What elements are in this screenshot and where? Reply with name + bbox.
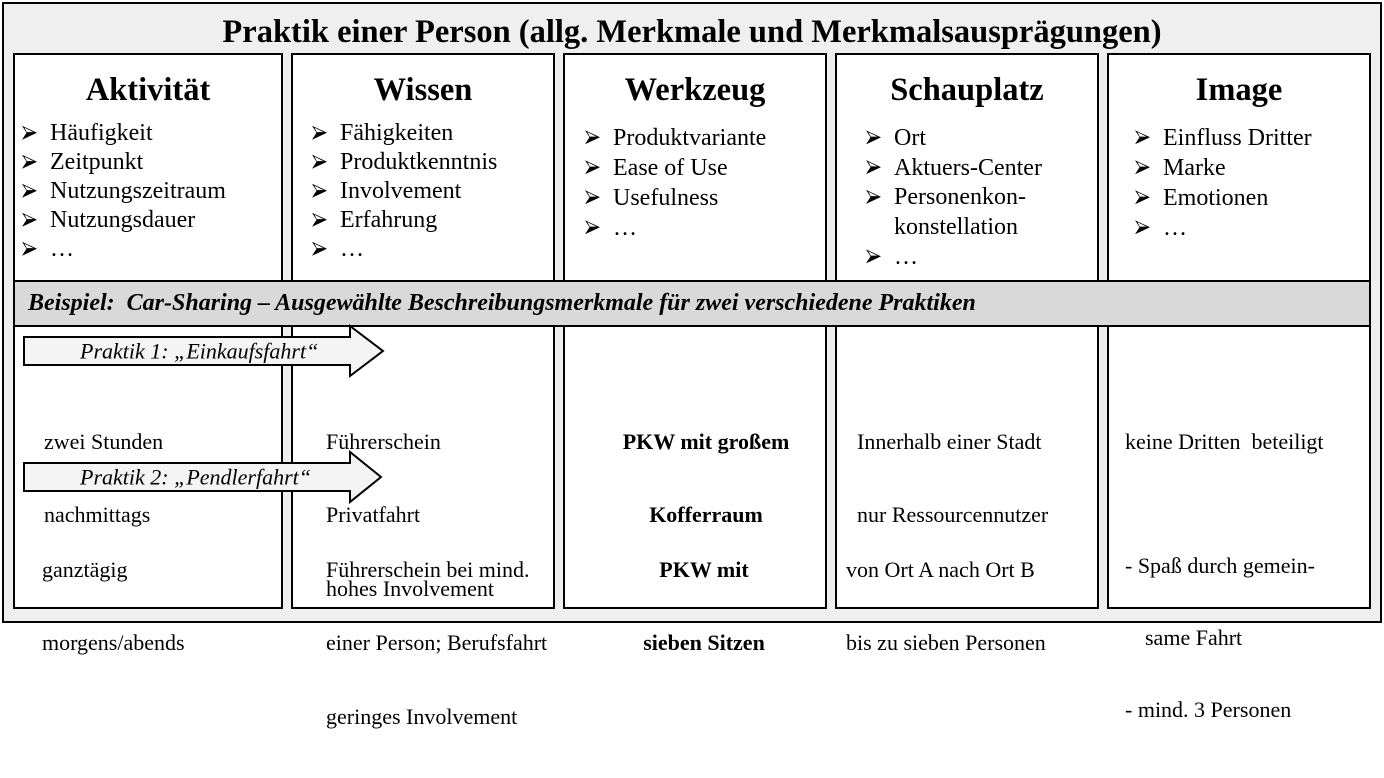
column-heading: Aktivität [85, 72, 211, 108]
list-item-label: Erfahrung [340, 207, 438, 234]
cell-line: nur Ressourcennutzer [857, 502, 1049, 528]
cell-line: ganztägig [42, 556, 128, 582]
cell-line: sieben Sitzen [643, 630, 765, 656]
column-heading: Schauplatz [890, 72, 1044, 108]
example-band-label: Beispiel: [28, 290, 115, 316]
list-item-label: … [613, 214, 637, 241]
cell-line: Führerschein bei mind. [326, 556, 530, 582]
cell-line: PKW mit [659, 556, 749, 582]
list-item-label: … [894, 243, 918, 270]
list-item-label: Fähigkeiten [340, 120, 454, 147]
cell-line: bis zu sieben Personen [846, 630, 1046, 656]
example-band-text: Car-Sharing – Ausgewählte Beschreibungsmerkmale für zwei verschiedene Praktiken [126, 290, 976, 316]
cell-line: Kofferraum [649, 502, 763, 528]
cell-line: Innerhalb einer Stadt [857, 428, 1042, 454]
practice-1-label: Praktik 1: „Einkaufsfahrt“ [80, 338, 319, 364]
cell-line: PKW mit großem [622, 428, 790, 454]
cell-line: keine Dritten beteiligt [1125, 428, 1324, 454]
cell-line: morgens/abends [42, 630, 185, 656]
list-item-label: Personenkon- [894, 184, 1026, 211]
cell-line: hohes Involvement [326, 575, 495, 601]
list-item-label: Häufigkeit [50, 120, 153, 147]
column-heading: Wissen [373, 72, 473, 108]
list-item-label: Involvement [340, 178, 462, 205]
list-item-label: Aktuers-Center [894, 154, 1042, 181]
cell-line: - mind. 3 Personen [1125, 696, 1292, 722]
column-heading: Image [1195, 72, 1283, 108]
list-item-label: Nutzungszeitraum [50, 178, 226, 205]
cell-line: zwei Stunden [44, 428, 164, 454]
list-item-label: Produktkenntnis [340, 149, 498, 176]
cell-line: same Fahrt [1145, 624, 1243, 650]
list-item-label: Ease of Use [613, 154, 728, 181]
cell-line: geringes Involvement [326, 703, 518, 729]
list-item-label: Emotionen [1163, 184, 1269, 211]
column-heading: Werkzeug [624, 72, 766, 108]
list-item-label: Ort [894, 124, 926, 151]
list-item-label: Einfluss Dritter [1163, 124, 1312, 151]
list-item-label: Nutzungsdauer [50, 207, 196, 234]
list-item-label: … [340, 236, 364, 263]
practice-2-label: Praktik 2: „Pendlerfahrt“ [80, 464, 311, 490]
list-item-label: Zeitpunkt [50, 149, 144, 176]
list-item-label: Usefulness [613, 184, 719, 211]
cell-line: einer Person; Berufsfahrt [326, 630, 548, 656]
cell-line: - Spaß durch gemein- [1125, 552, 1315, 578]
cell-line: Führerschein [326, 428, 441, 454]
cell-line: nachmittags [44, 502, 151, 528]
list-item-label: Produktvariante [613, 124, 767, 151]
diagram-title: Praktik einer Person (allg. Merkmale und Merkmalsausprägungen) [222, 14, 1162, 50]
list-item-label: Marke [1163, 154, 1226, 181]
list-item-label: … [1163, 214, 1187, 241]
cell-line: Privatfahrt [326, 502, 421, 528]
list-item-label: … [50, 236, 74, 263]
cell-line: von Ort A nach Ort B [846, 556, 1035, 582]
list-item-label: konstellation [894, 214, 1018, 241]
